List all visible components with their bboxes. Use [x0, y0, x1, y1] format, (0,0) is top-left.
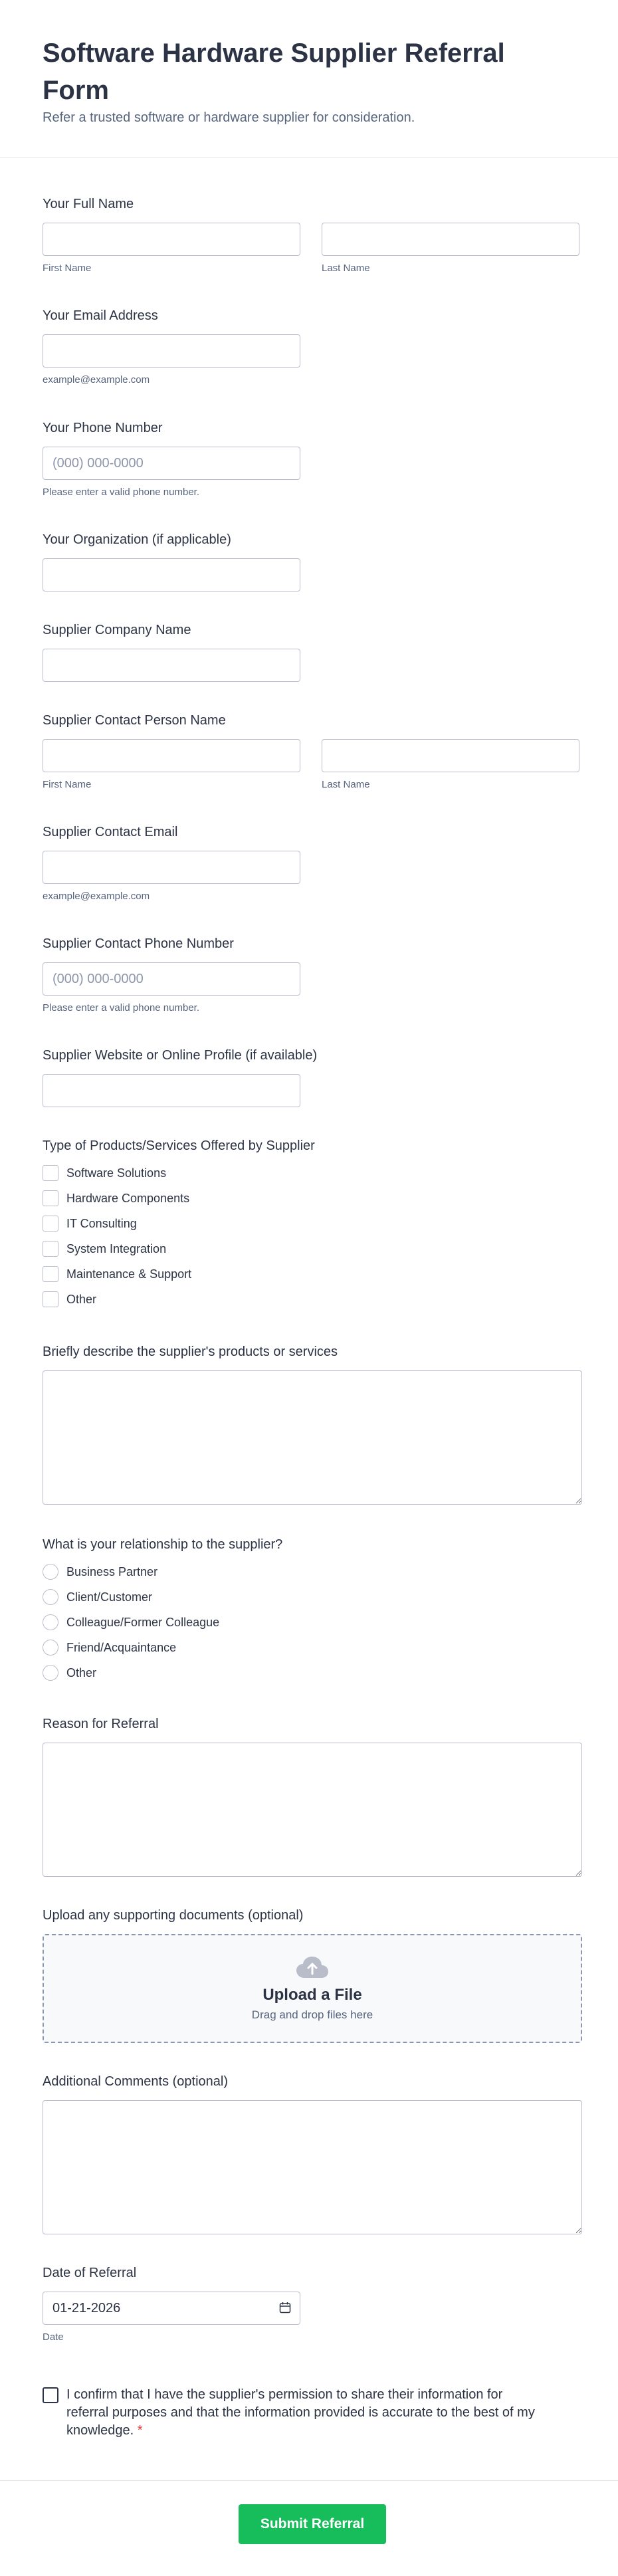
products-options	[43, 1160, 315, 1312]
last-name-input[interactable]	[322, 223, 579, 256]
full-name-label: Your Full Name	[43, 197, 134, 211]
full-name-field	[43, 197, 579, 274]
supplier-first-name-input[interactable]	[43, 739, 300, 772]
relationship-field	[43, 1537, 282, 1685]
email-field	[43, 308, 300, 385]
supplier-website-label: Supplier Website or Online Profile (if available)	[43, 1048, 318, 1063]
submit-button[interactable]: Submit Referral	[239, 2504, 386, 2544]
first-name-input[interactable]	[43, 223, 300, 256]
upload-field	[43, 1908, 582, 2043]
checkbox[interactable]	[43, 1216, 58, 1232]
supplier-website-field	[43, 1048, 317, 1107]
consent-field	[43, 2386, 548, 2440]
phone-input[interactable]	[43, 447, 300, 480]
form-footer	[0, 2480, 618, 2576]
products-option-maintenance[interactable]: Maintenance & Support	[43, 1261, 315, 1287]
date-label: Date of Referral	[43, 2266, 137, 2280]
phone-sublabel: Please enter a valid phone number.	[43, 486, 199, 498]
supplier-contact-label: Supplier Contact Person Name	[43, 713, 226, 728]
upload-label: Upload any supporting documents (optional)	[43, 1908, 304, 1923]
form-header	[0, 0, 618, 158]
supplier-first-name-sublabel: First Name	[43, 779, 92, 790]
date-picker	[43, 2292, 300, 2325]
phone-label: Your Phone Number	[43, 421, 163, 435]
upload-hint: Drag and drop files here	[251, 2008, 373, 2021]
relationship-option-colleague[interactable]: Colleague/Former Colleague	[43, 1610, 282, 1635]
supplier-email-input[interactable]	[43, 851, 300, 884]
file-dropzone[interactable]	[43, 1934, 582, 2043]
relationship-option-other[interactable]: Other	[43, 1660, 282, 1685]
upload-title: Upload a File	[262, 1986, 362, 2004]
comments-textarea[interactable]	[43, 2100, 582, 2234]
products-option-software[interactable]: Software Solutions	[43, 1160, 315, 1186]
supplier-email-label: Supplier Contact Email	[43, 825, 178, 839]
checkbox[interactable]	[43, 1165, 58, 1181]
first-name-sublabel: First Name	[43, 263, 92, 274]
required-mark: *	[137, 2423, 143, 2438]
comments-field	[43, 2074, 582, 2234]
description-textarea[interactable]	[43, 1370, 582, 1505]
checkbox[interactable]	[43, 1266, 58, 1282]
supplier-phone-sublabel: Please enter a valid phone number.	[43, 1002, 199, 1014]
supplier-last-name-sublabel: Last Name	[322, 779, 370, 790]
organization-label: Your Organization (if applicable)	[43, 532, 231, 547]
supplier-company-field	[43, 623, 300, 682]
supplier-website-input[interactable]	[43, 1074, 300, 1107]
supplier-email-field	[43, 825, 300, 902]
email-input[interactable]	[43, 334, 300, 368]
supplier-company-input[interactable]	[43, 649, 300, 682]
reason-textarea[interactable]	[43, 1743, 582, 1877]
supplier-phone-input[interactable]	[43, 962, 300, 996]
organization-field	[43, 532, 300, 591]
email-sublabel: example@example.com	[43, 374, 150, 385]
consent-checkbox[interactable]	[43, 2387, 58, 2403]
consent-text: I confirm that I have the supplier's permission to share their information for referral purposes and that the information provided is accurate to the best of my knowledge. *	[66, 2387, 535, 2438]
products-option-it-consulting[interactable]: IT Consulting	[43, 1211, 315, 1236]
products-option-other[interactable]: Other	[43, 1287, 315, 1312]
relationship-option-friend[interactable]: Friend/Acquaintance	[43, 1635, 282, 1660]
products-option-hardware[interactable]: Hardware Components	[43, 1186, 315, 1211]
relationship-label: What is your relationship to the supplier?	[43, 1537, 283, 1552]
radio[interactable]	[43, 1589, 58, 1605]
supplier-company-label: Supplier Company Name	[43, 623, 191, 637]
supplier-phone-field	[43, 936, 300, 1014]
radio[interactable]	[43, 1614, 58, 1630]
relationship-option-business-partner[interactable]: Business Partner	[43, 1559, 282, 1584]
products-field	[43, 1138, 315, 1312]
description-label: Briefly describe the supplier's products or services	[43, 1344, 338, 1359]
form-subtitle: Refer a trusted software or hardware supplier for consideration.	[43, 110, 415, 125]
date-input[interactable]	[43, 2292, 300, 2325]
comments-label: Additional Comments (optional)	[43, 2074, 229, 2089]
checkbox[interactable]	[43, 1241, 58, 1257]
organization-input[interactable]	[43, 558, 300, 591]
relationship-option-client[interactable]: Client/Customer	[43, 1584, 282, 1610]
relationship-options	[43, 1559, 282, 1685]
products-label: Type of Products/Services Offered by Supplier	[43, 1138, 315, 1153]
supplier-contact-field	[43, 713, 579, 790]
radio[interactable]	[43, 1564, 58, 1580]
calendar-icon[interactable]	[279, 2302, 291, 2313]
checkbox[interactable]	[43, 1190, 58, 1206]
radio[interactable]	[43, 1640, 58, 1656]
reason-label: Reason for Referral	[43, 1717, 159, 1731]
form-title: Software Hardware Supplier Referral Form	[43, 39, 505, 105]
supplier-phone-label: Supplier Contact Phone Number	[43, 936, 234, 951]
supplier-email-sublabel: example@example.com	[43, 891, 150, 902]
checkbox[interactable]	[43, 1291, 58, 1307]
date-field	[43, 2266, 300, 2343]
cloud-upload-icon	[295, 1955, 330, 1979]
radio[interactable]	[43, 1665, 58, 1681]
reason-field	[43, 1717, 582, 1877]
date-sublabel: Date	[43, 2331, 64, 2343]
description-field	[43, 1344, 582, 1505]
supplier-last-name-input[interactable]	[322, 739, 579, 772]
products-option-system-integration[interactable]: System Integration	[43, 1236, 315, 1261]
last-name-sublabel: Last Name	[322, 263, 370, 274]
email-label: Your Email Address	[43, 308, 158, 323]
phone-field	[43, 421, 300, 498]
